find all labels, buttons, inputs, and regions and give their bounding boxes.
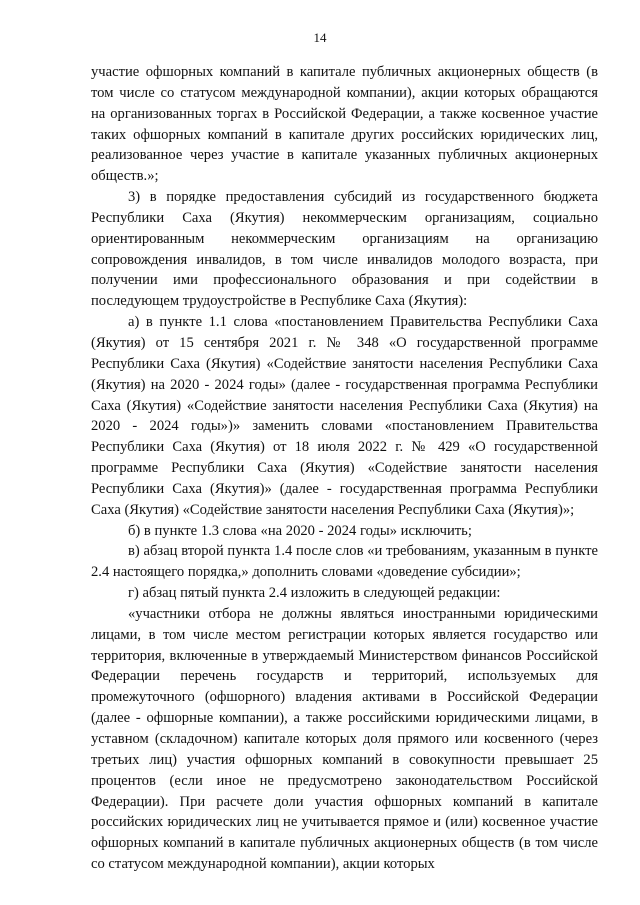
paragraph-continuation: участие офшорных компаний в капитале публичных акционерных обществ (в том числе со статусом международной компании), акции которых обращаются на организованных торгах в Российской Федерации, а также косвенное участие таких офшорных компаний в капитале других российских юридических лиц, реализованное через участие в капитале указанных публичных акционерных обществ.»; [91, 64, 598, 185]
paragraph-subitem-b: б) в пункте 1.3 слова «на 2020 - 2024 годы» исключить; [128, 522, 472, 539]
paragraph-quoted-text: «участники отбора не должны являться иностранными юридическими лицами, в том числе местом регистрации которых является государство или территория, включенные в утверждаемый Министерством финансов Российской Федерации перечень государств и территорий, используемых для промежуточного (офшорного) владения активами в Российской Федерации (далее - офшорные компании), а также российскими юридическими лицами, в уставном (складочном) капитале которых доля прямого или косвенного (через третьих лиц) участия офшорных компаний в совокупности превышает 25 процентов (если иное не предусмотрено законодательством Российской Федерации). При расчете доли участия офшорных компаний в капитале российских юридических лиц не учитывается прямое и (или) косвенное участие офшорных компаний в капитале публичных акционерных обществ (в том числе со статусом международной компании), акции которых [91, 605, 598, 873]
paragraph-item-3: 3) в порядке предоставления субсидий из государственного бюджета Республики Саха (Якутия) некоммерческим организациям, социально ориентированным некоммерческим организациям на организацию сопровождения инвалидов, в том числе инвалидов молодого возраста, при получении ими профессионального образования и при содействии в последующем трудоустройстве в Республике Саха (Якутия): [91, 189, 598, 310]
paragraph-subitem-v: в) абзац второй пункта 1.4 после слов «и требованиям, указанным в пункте 2.4 настоящего порядка,» дополнить словами «доведение субсидии»; [91, 543, 598, 581]
paragraph-subitem-g: г) абзац пятый пункта 2.4 изложить в следующей редакции: [128, 585, 501, 602]
paragraph-subitem-a: а) в пункте 1.1 слова «постановлением Правительства Республики Саха (Якутия) от 15 сентября 2021 г. № 348 «О государственной программе Республики Саха (Якутия) «Содействие занятости населения Республики Саха (Якутия) на 2020 - 2024 годы» (далее - государственная программа Республики Саха (Якутия) «Содействие занятости населения Республики Саха (Якутия) на 2020 - 2024 годы»)» заменить словами «постановлением Правительства Республики Саха (Якутия) от 18 июля 2022 г. № 429 «О государственной программе Республики Саха (Якутия) «Содействие занятости населения Республики Саха (Якутия)» (далее - государственная программа Республики Саха (Якутия) «Содействие занятости населения Республики Саха (Якутия)»; [91, 314, 598, 518]
page-number: 14 [313, 30, 327, 45]
document-body [91, 62, 598, 875]
